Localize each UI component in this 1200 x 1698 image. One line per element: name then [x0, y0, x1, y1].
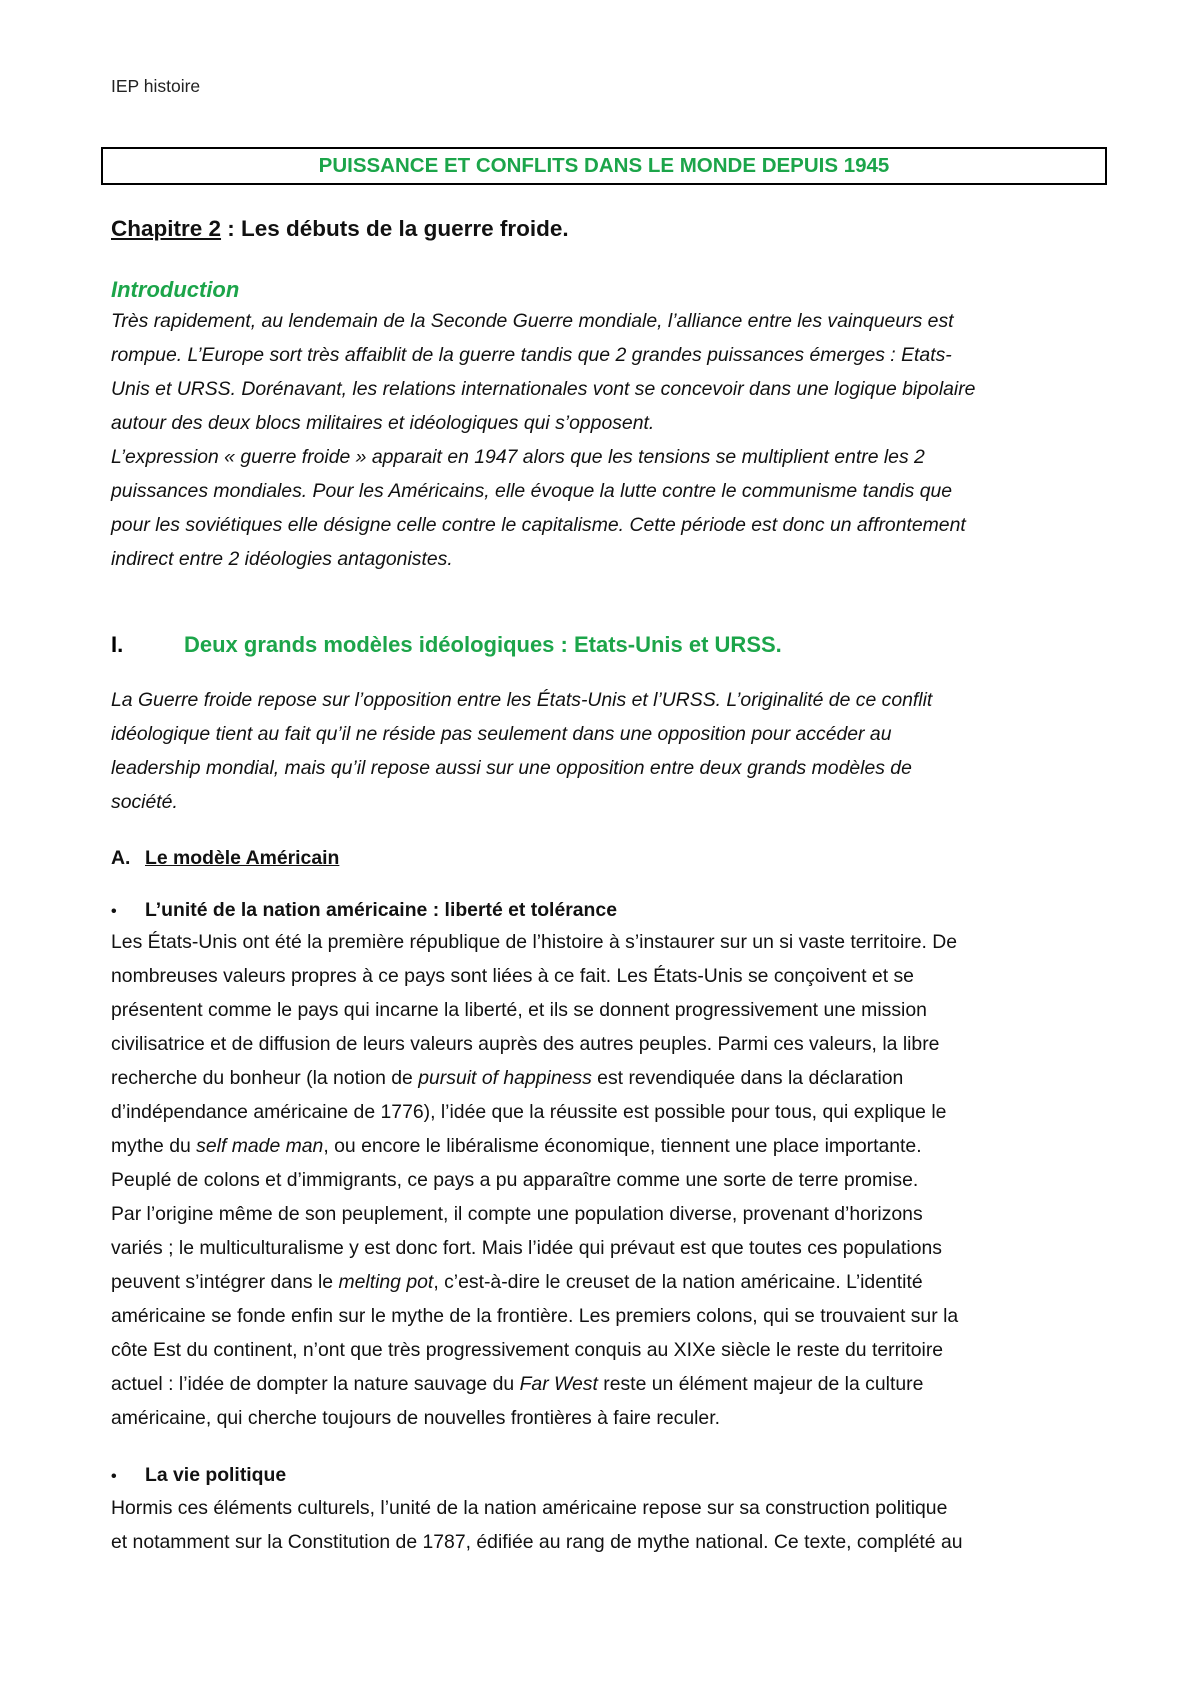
- text-run: présentent comme le pays qui incarne la liberté, et ils se donnent progressivement une mission: [111, 999, 927, 1021]
- chapter-heading: [111, 216, 569, 242]
- paragraph-line: puissances mondiales. Pour les Américains, elle évoque la lutte contre le communisme tandis que: [111, 480, 953, 502]
- bullet2-paragraph: [111, 1491, 1101, 1559]
- italic-term: Far West: [519, 1373, 598, 1395]
- text-run: américaine se fonde enfin sur le mythe de la frontière. Les premiers colons, qui se trouvaient sur la: [111, 1305, 959, 1327]
- paragraph-line: et notamment sur la Constitution de 1787, édifiée au rang de mythe national. Ce texte, complété au: [111, 1531, 963, 1553]
- paragraph-line: [111, 1129, 1101, 1163]
- bullet-icon: •: [111, 1468, 117, 1485]
- running-header: IEP histoire: [111, 76, 201, 96]
- italic-term: pursuit of happiness: [418, 1067, 592, 1089]
- introduction-paragraph: [111, 304, 1101, 576]
- paragraph-line: [111, 1061, 1101, 1095]
- section-number: I.: [111, 632, 124, 657]
- paragraph-line: [111, 1095, 1101, 1129]
- text-run: Peuplé de colons et d’immigrants, ce pays a pu apparaître comme une sorte de terre promise.: [111, 1169, 919, 1191]
- section-intro-paragraph: [111, 683, 1101, 819]
- text-run: nombreuses valeurs propres à ce pays sont liées à ce fait. Les États-Unis se conçoivent et se: [111, 965, 914, 987]
- introduction-heading: Introduction: [111, 277, 240, 302]
- text-run: peuvent s’intégrer dans le: [111, 1271, 339, 1293]
- bullet1-paragraph: [111, 925, 1101, 1435]
- italic-term: melting pot: [338, 1271, 434, 1293]
- text-run: , ou encore le libéralisme économique, tiennent une place importante.: [323, 1135, 922, 1157]
- text-run: Par l’origine même de son peuplement, il compte une population diverse, provenant d’horizons: [111, 1203, 923, 1225]
- paragraph-line: [111, 993, 1101, 1027]
- section-heading: [111, 632, 782, 658]
- subsection-title: Le modèle Américain: [145, 847, 340, 869]
- subsection-label: A.: [111, 847, 131, 869]
- text-run: , c’est-à-dire le creuset de la nation américaine. L’identité: [433, 1271, 923, 1293]
- paragraph-line: [111, 1163, 1101, 1197]
- paragraph-line: pour les soviétiques elle désigne celle contre le capitalisme. Cette période est donc un affrontement: [111, 514, 966, 536]
- text-run: est revendiquée dans la déclaration: [591, 1067, 904, 1089]
- paragraph-line: Unis et URSS. Dorénavant, les relations internationales vont se concevoir dans une logique bipolaire: [111, 378, 976, 400]
- section-title: Deux grands modèles idéologiques : Etats-Unis et URSS.: [184, 632, 782, 657]
- paragraph-line: L’expression « guerre froide » apparait en 1947 alors que les tensions se multiplient entre les 2: [111, 446, 925, 468]
- title-box: PUISSANCE ET CONFLITS DANS LE MONDE DEPUIS 1945: [101, 147, 1107, 185]
- paragraph-line: [111, 959, 1101, 993]
- text-run: civilisatrice et de diffusion de leurs valeurs auprès des autres peuples. Parmi ces valeurs, la libre: [111, 1033, 940, 1055]
- paragraph-line: [111, 1197, 1101, 1231]
- paragraph-line: [111, 1027, 1101, 1061]
- paragraph-line: société.: [111, 791, 178, 813]
- paragraph-line: rompue. L’Europe sort très affaiblit de la guerre tandis que 2 grandes puissances émerges : Etats-: [111, 344, 952, 366]
- paragraph-line: [111, 925, 1101, 959]
- text-run: Les États-Unis ont été la première république de l’histoire à s’instaurer sur un si vaste territoire. De: [111, 931, 958, 953]
- text-run: reste un élément majeur de la culture: [597, 1373, 924, 1395]
- paragraph-line: leadership mondial, mais qu’il repose aussi sur une opposition entre deux grands modèles de: [111, 757, 912, 779]
- text-run: d’indépendance américaine de 1776), l’idée que la réussite est possible pour tous, qui explique le: [111, 1101, 947, 1123]
- paragraph-line: autour des deux blocs militaires et idéologiques qui s’opposent.: [111, 412, 655, 434]
- bullet-heading-text: La vie politique: [145, 1464, 287, 1486]
- paragraph-line: idéologique tient au fait qu’il ne réside pas seulement dans une opposition pour accéder au: [111, 723, 892, 745]
- bullet-heading-politics: [111, 1464, 286, 1487]
- paragraph-line: [111, 1333, 1101, 1367]
- italic-term: self made man: [196, 1135, 324, 1157]
- chapter-label: Chapitre 2: [111, 216, 222, 241]
- paragraph-line: [111, 1299, 1101, 1333]
- bullet-heading-unity: [111, 899, 617, 922]
- text-run: américaine, qui cherche toujours de nouvelles frontières à faire reculer.: [111, 1407, 720, 1429]
- paragraph-line: [111, 1231, 1101, 1265]
- paragraph-line: Très rapidement, au lendemain de la Seconde Guerre mondiale, l’alliance entre les vainqueurs est: [111, 310, 954, 332]
- paragraph-line: [111, 1367, 1101, 1401]
- text-run: mythe du: [111, 1135, 197, 1157]
- text-run: recherche du bonheur (la notion de: [111, 1067, 419, 1089]
- paragraph-line: Hormis ces éléments culturels, l’unité de la nation américaine repose sur sa construction politique: [111, 1497, 948, 1519]
- subsection-heading: [111, 847, 339, 870]
- paragraph-line: [111, 1265, 1101, 1299]
- paragraph-line: La Guerre froide repose sur l’opposition entre les États-Unis et l’URSS. L’originalité de ce conflit: [111, 689, 933, 711]
- chapter-title: : Les débuts de la guerre froide.: [221, 216, 569, 241]
- text-run: variés ; le multiculturalisme y est donc fort. Mais l’idée qui prévaut est que toutes ces populations: [111, 1237, 942, 1259]
- paragraph-line: indirect entre 2 idéologies antagonistes.: [111, 548, 453, 570]
- bullet-heading-text: L’unité de la nation américaine : liberté et tolérance: [145, 899, 617, 921]
- text-run: actuel : l’idée de dompter la nature sauvage du: [111, 1373, 520, 1395]
- paragraph-line: [111, 1401, 1101, 1435]
- text-run: côte Est du continent, n’ont que très progressivement conquis au XIXe siècle le reste du territoire: [111, 1339, 944, 1361]
- bullet-icon: •: [111, 903, 117, 920]
